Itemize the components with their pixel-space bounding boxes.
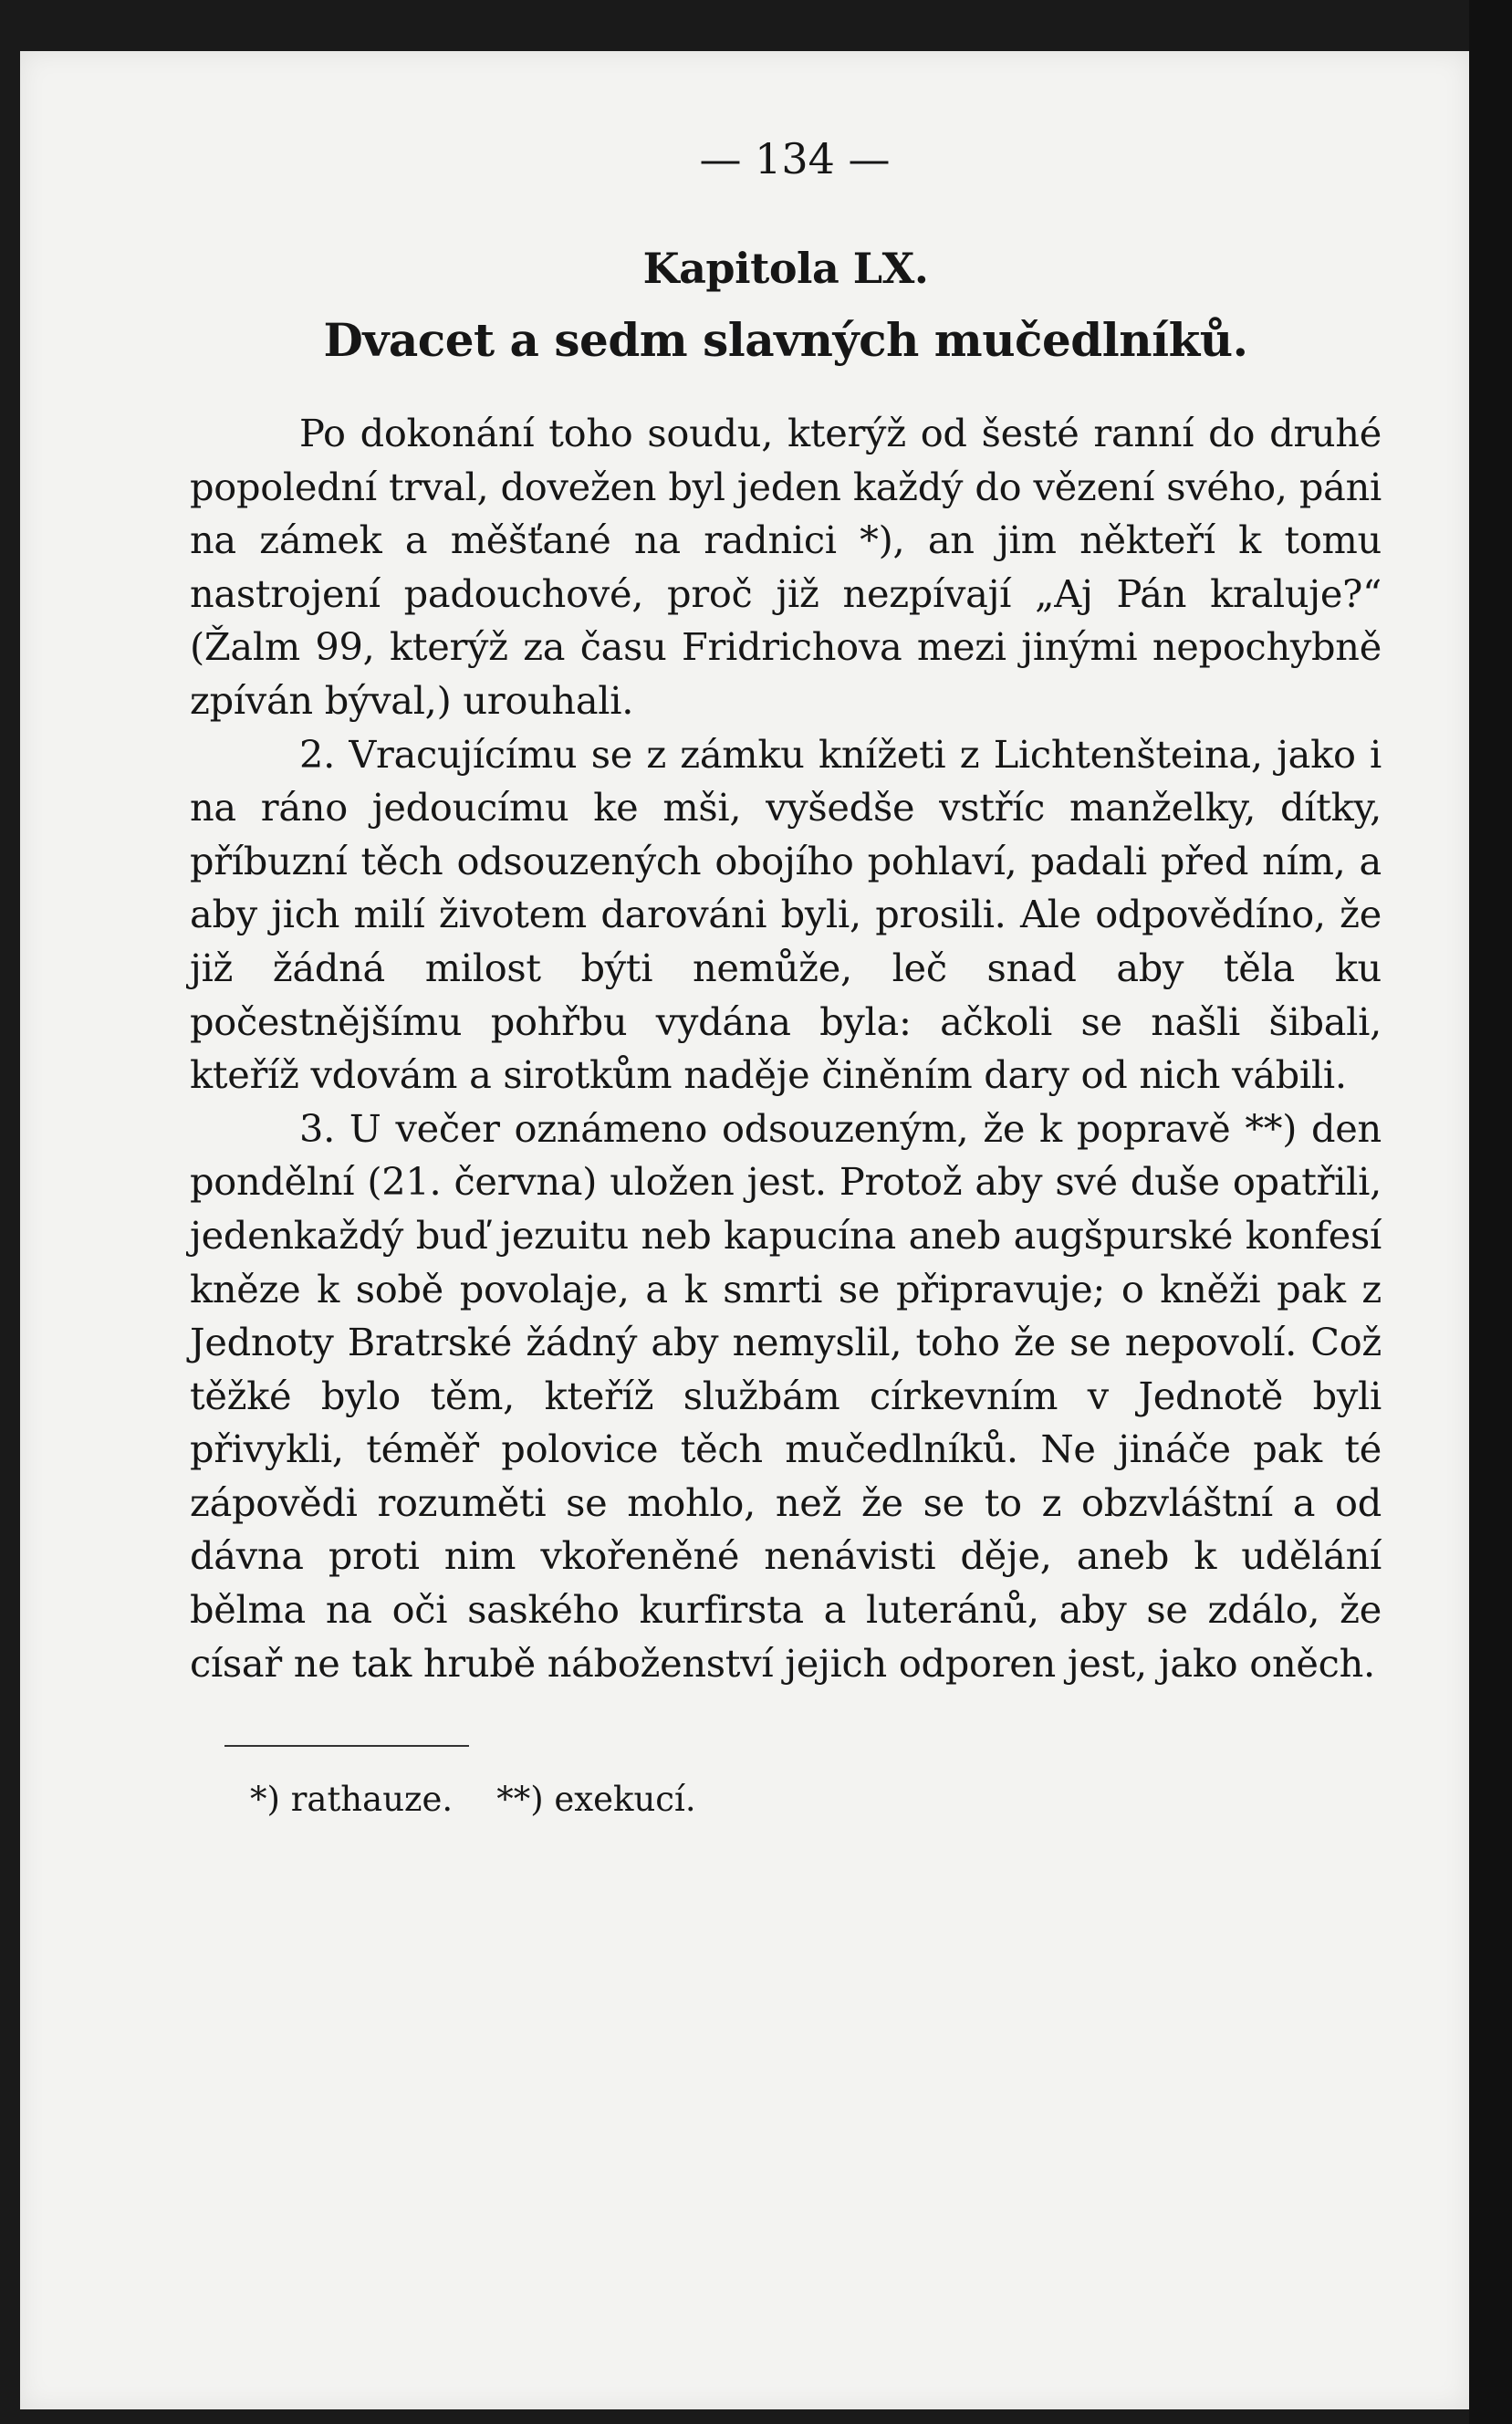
footnote-divider [224, 1745, 469, 1747]
footnote-1: *) rathauze. [250, 1780, 454, 1820]
book-page [20, 51, 1469, 2409]
chapter-heading: Kapitola LX. [642, 244, 929, 293]
paragraph-3: 3. U večer oznámeno odsouzeným, že k popravě **) den pondělní (21. června) uložen jest. Protož aby své duše opatřili, jedenkaždý buď jezuitu neb kapucína aneb augšpurské konfesí kněze k sobě povolaje, a k smrti se připravuje; o kněži pak z Jednoty Bratrské žádný aby nemyslil, toho že se nepovolí. Což těžké bylo těm, kteříž službám církevním v Jednotě byli přivykli, téměř polovice těch mučedlníků. Ne jináče pak té zápovědi rozuměti se mohlo, než že se to z obzvláštní a od dávna proti nim vkořeněné nenávisti děje, aneb k udělání bělma na oči saského kurfirsta a luteránů, aby se zdálo, že císař ne tak hrubě náboženství jejich odporen jest, jako oněch. [190, 1105, 1382, 1686]
page-number: — 134 — [699, 134, 891, 183]
body-text [190, 407, 1382, 1690]
footnote-2: **) exekucí. [496, 1780, 696, 1820]
footnotes [250, 1778, 1382, 1822]
page-content [190, 131, 1382, 1822]
paragraph-2: 2. Vracujícímu se z zámku knížeti z Lichtenšteina, jako i na ráno jedoucímu ke mši, vyšedše vstříc manželky, dítky, příbuzní těch odsouzených obojího pohlaví, padali před ním, a aby jich milí životem darováni byli, prosili. Ale odpovědíno, že již žádná milost býti nemůže, leč snad aby těla ku počestnějšímu pohřbu vydána byla: ačkoli se našli šibali, kteříž vdovám a sirotkům naděje činěním dary od nich vábili. [190, 731, 1382, 1098]
scan-edge [1469, 0, 1512, 2424]
chapter-title: Dvacet a sedm slavných mučedlníků. [323, 313, 1248, 367]
paragraph-1: Po dokonání toho soudu, kterýž od šesté ranní do druhé popolední trval, dovežen byl jeden každý do vězení svého, páni na zámek a měšťané na radnici *), an jim někteří k tomu nastrojení padouchové, proč již nezpívají „Aj Pán kraluje?“ (Žalm 99, kterýž za času Fridrichova mezi jinými nepochybně zpíván býval,) urouhali. [190, 411, 1382, 723]
